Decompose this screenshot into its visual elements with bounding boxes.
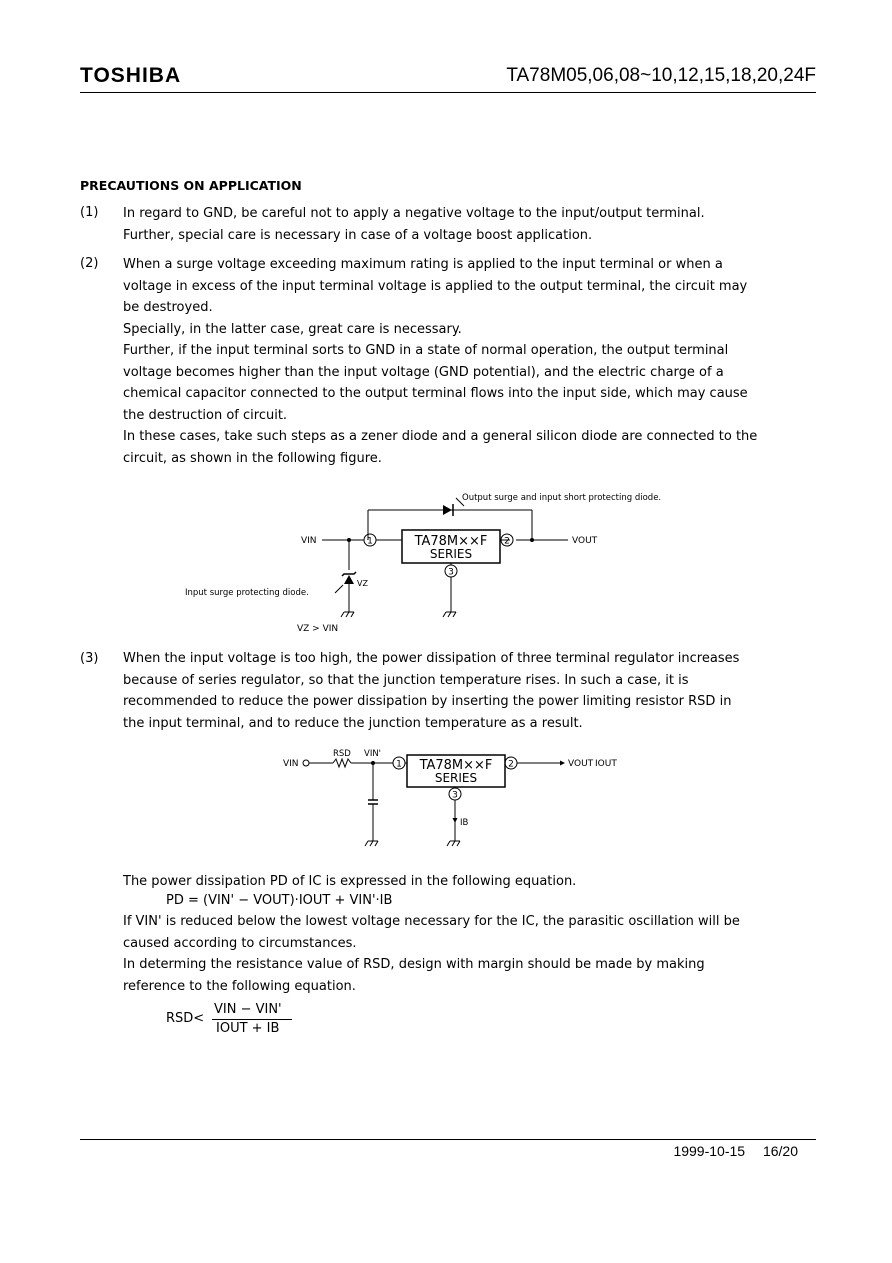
chip-label: TA78M××F bbox=[419, 758, 493, 773]
vin-label: VIN bbox=[283, 759, 299, 769]
arrow-down-icon bbox=[453, 818, 458, 823]
ib-label: IB bbox=[460, 818, 469, 828]
pin-3-label: 3 bbox=[452, 790, 458, 801]
text-line: When the input voltage is too high, the power dissipation of three terminal regulator increases bbox=[123, 651, 740, 666]
text-line: voltage in excess of the input terminal voltage is applied to the output terminal, the circuit may bbox=[123, 278, 748, 294]
text-line: The power dissipation PD of IC is expressed in the following equation. bbox=[123, 874, 577, 889]
fraction-denominator: IOUT + IB bbox=[216, 1021, 280, 1036]
chip-series-label: SERIES bbox=[429, 547, 473, 561]
inequality-lhs: RSD< bbox=[166, 1011, 205, 1026]
post-text-2 bbox=[123, 911, 815, 997]
vout-label: VOUT bbox=[572, 536, 598, 546]
brand-logo: TOSHIBA bbox=[80, 64, 182, 87]
post-text bbox=[123, 871, 815, 893]
page-footer bbox=[659, 1143, 798, 1159]
text-line: chemical capacitor connected to the output terminal flows into the input side, which may cause bbox=[123, 386, 748, 401]
page-number: 16/20 bbox=[762, 1143, 798, 1159]
item-text-3 bbox=[123, 648, 815, 734]
pin-1-label: 1 bbox=[396, 759, 402, 770]
item-text-1 bbox=[123, 203, 815, 246]
text-line: reference to the following equation. bbox=[123, 978, 356, 994]
item-number-3: (3) bbox=[80, 651, 99, 666]
zener-condition: VZ > VIN bbox=[297, 624, 339, 634]
zener-diode-icon bbox=[342, 572, 356, 584]
text-line: When a surge voltage exceeding maximum rating is applied to the input terminal or when a bbox=[123, 257, 723, 272]
output-diode-note: Output surge and input short protecting diode. bbox=[462, 493, 662, 503]
text-line: the destruction of circuit. bbox=[123, 407, 288, 423]
vout-label: VOUT bbox=[568, 759, 594, 769]
text-line: because of series regulator, so that the junction temperature rises. In such a case, it is bbox=[123, 672, 689, 688]
pin-2-label: 2 bbox=[504, 536, 510, 547]
text-line: voltage becomes higher than the input voltage (GND potential), and the electric charge of a bbox=[123, 364, 724, 380]
footer-divider bbox=[80, 1139, 816, 1140]
text-line: In regard to GND, be careful not to apply a negative voltage to the input/output terminal. bbox=[123, 206, 705, 221]
arrow-right-icon bbox=[560, 761, 565, 766]
pin-3-label: 3 bbox=[448, 567, 454, 578]
chip-label: TA78M××F bbox=[414, 534, 488, 549]
pin-1-label: 1 bbox=[367, 536, 373, 547]
bypass-diode-icon bbox=[443, 504, 453, 516]
item-number-2: (2) bbox=[80, 256, 99, 271]
limiting-resistor-figure bbox=[0, 745, 892, 855]
footer-date: 1999-10-15 bbox=[673, 1143, 746, 1159]
text-line: Further, special care is necessary in case of a voltage boost application. bbox=[123, 227, 593, 243]
dissipation-equation: PD = (VIN' − VOUT)·IOUT + VIN'·IB bbox=[166, 893, 393, 908]
vz-label: VZ bbox=[357, 579, 368, 588]
text-line: the input terminal, and to reduce the junction temperature as a result. bbox=[123, 715, 583, 731]
rsd-label: RSD bbox=[333, 749, 351, 759]
iout-label: IOUT bbox=[595, 759, 617, 769]
text-line: recommended to reduce the power dissipation by inserting the power limiting resistor RSD in bbox=[123, 694, 732, 709]
fraction-bar bbox=[212, 1019, 292, 1020]
vin-prime-label: VIN' bbox=[364, 749, 382, 759]
text-line: If VIN' is reduced below the lowest voltage necessary for the IC, the parasitic oscillation will be bbox=[123, 914, 740, 929]
chip-series-label: SERIES bbox=[434, 771, 478, 785]
text-line: circuit, as shown in the following figure. bbox=[123, 450, 382, 466]
page-header bbox=[80, 62, 816, 93]
text-line: caused according to circumstances. bbox=[123, 935, 357, 951]
pin-2-label: 2 bbox=[508, 759, 514, 770]
section-title: PRECAUTIONS ON APPLICATION bbox=[80, 178, 302, 193]
text-line: In these cases, take such steps as a zener diode and a general silicon diode are connected to the bbox=[123, 429, 758, 444]
text-line: be destroyed. bbox=[123, 300, 213, 315]
item-text-2 bbox=[123, 254, 815, 469]
text-line: Further, if the input terminal sorts to GND in a state of normal operation, the output terminal bbox=[123, 343, 729, 358]
text-line: Specially, in the latter case, great care is necessary. bbox=[123, 321, 462, 337]
fraction-numerator: VIN − VIN' bbox=[214, 1002, 282, 1017]
item-number-1: (1) bbox=[80, 205, 99, 220]
protection-circuit-figure bbox=[0, 480, 892, 640]
part-number: TA78M05,06,08~10,12,15,18,20,24F bbox=[506, 65, 816, 86]
input-diode-note: Input surge protecting diode. bbox=[185, 588, 309, 598]
vin-label: VIN bbox=[301, 536, 317, 546]
text-line: In determing the resistance value of RSD, design with margin should be made by making bbox=[123, 957, 705, 972]
